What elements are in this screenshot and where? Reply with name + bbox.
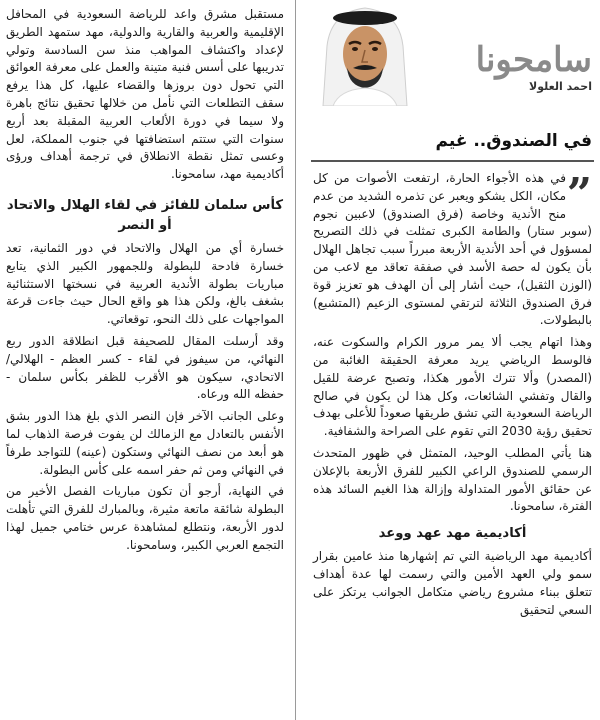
article-paragraph: وعلى الجانب الآخر فإن النصر الذي بلغ هذا الدور بشق الأنفس بالتعادل مع الزمالك لن يفوت فرصة الذهاب لما هو أبعد من نصف النهائي وستكون (عينه) للتواجد طرفاً في النهائي ومن ثم حفر اسمه على كأس البطولة. [6, 409, 284, 477]
article-headline: في الصندوق.. غيم [435, 131, 592, 151]
article-paragraph: وقد أرسلت المقال للصحيفة قبل انطلاقة الدور ربع النهائي، من سيفوز في لقاء - كسر العظم - الهلالي/ الاتحادي، سيكون هو الأقرب للظفر بكأس سلمان - حفظه الله ورعاه. [6, 333, 284, 402]
author-photo [309, 2, 421, 106]
right-article-body [307, 170, 600, 619]
column-divider [295, 0, 296, 720]
article-paragraph: أكاديمية مهد الرياضية التي تم إشهارها منذ عامين بقرار سمو ولي العهد الأمين والتي رسمت لها عدة أهداف تتعلق ببناء مشروع رياضي متكامل الجوانب يرتكز على السعي لتحقيق [313, 549, 592, 617]
right-column [307, 0, 600, 720]
left-article-body [0, 0, 292, 555]
section-subheading: كأس سلمان للفائز في لقاء الهلال والاتحاد أو النصر [6, 197, 284, 233]
author-name: احمد العلولا [529, 80, 592, 93]
quote-mark-icon: ” [566, 169, 592, 220]
section-subheading: أكاديمية مهد عهد ووعد [378, 526, 527, 542]
article-paragraph: في هذه الأجواء الحارة، ارتفعت الأصوات من كل مكان، الكل يشكو ويعبر عن تذمره الشديد من عدم منح الأندية وخاصة (فرق الصندوق) لاعبين نجوم (سوبر ستار) والطامة الكبرى تمثلت في ذلك التصريح لمسؤول في أحد الأندية الأربعة مبرراً سبب تجاهل الهلال بأن يكون له حصة الأسد في صفقة تعاقد مع لاعب من (الوزن الثقيل)، حيث أشار إلى أن الهدف هو تعزيز قوة فرق الصندوق الثلاثة لترتقي لمستوى الزعيم (المتشبع) بالبطولات. [313, 171, 592, 328]
column-name: سامحونا [475, 40, 592, 80]
article-paragraph: في النهاية، أرجو أن تكون مباريات الفصل الأخير من البطولة شائقة ماتعة مثيرة، وبالمبارك للفرق التي تأهلت لدور الأربعة، ونتطلع لمشاهدة عرس ختامي جميل لهذا التجمع العربي الكبير، وسامحونا. [6, 484, 284, 552]
article-paragraph: وهذا اتهام يجب ألا يمر مرور الكرام والسكوت عنه، فالوسط الرياضي يريد معرفة الحقيقة الغائبة من (المصدر) وألا تترك الأمور هكذا، وتصبح عرضة للقيل والقال وتفشي الشائعات، وكل هذا لن يكون في صالح الرياضة السعودية التي تشق طريقها صعوداً للأعلى بهدف تحقيق رؤية 2030 التي تقوم على الصراحة والشفافية. [313, 335, 592, 439]
article-paragraph: مستقبل مشرق واعد للرياضة السعودية في المحافل الإقليمية والعربية والقارية والدولية، مهد ستمهد الطريق لإعداد واكتشاف المواهب منذ سن السادسة وتولي تدريبها على أسس فنية متينة والعمل على معرفة العوائق التي تحول دون بروزها والقضاء عليها، كل هذا يرفع سقف التطلعات التي نأمل من خلالها تحقيق نتائج باهرة ولا سيما في دورة الألعاب العربية المقبلة بعد أربع سنوات التي ستتم استضافتها في جنوب المملكة، لعل وعسى تمثل نقطة الانطلاق في ترجمة أهداف ورؤى أكاديمية مهد، سامحونا. [6, 7, 284, 182]
headline-rule [311, 160, 594, 162]
left-column [0, 0, 292, 720]
article-paragraph: خسارة أي من الهلال والاتحاد في دور الثمانية، تعد خسارة فادحة للبطولة وللجمهور الكبير الذي يتابع مباريات بطولة الأندية العربية في نسختها الاستثنائية بشغف بالغ، ولكن هذا هو واقع الحال حيث جاءت قرعة المواجهات على ذلك النحو، توقعاتي. [6, 240, 284, 327]
column-header [307, 0, 600, 100]
article-paragraph: هنا يأتي المطلب الوحيد، المتمثل في ظهور المتحدث الرسمي للصندوق الراعي الكبير للفرق الأربعة بالإعلان عن حقائق الأمور المتداولة وإزالة هذا الغيم السائد هذه الفترة، سامحونا. [313, 445, 592, 514]
